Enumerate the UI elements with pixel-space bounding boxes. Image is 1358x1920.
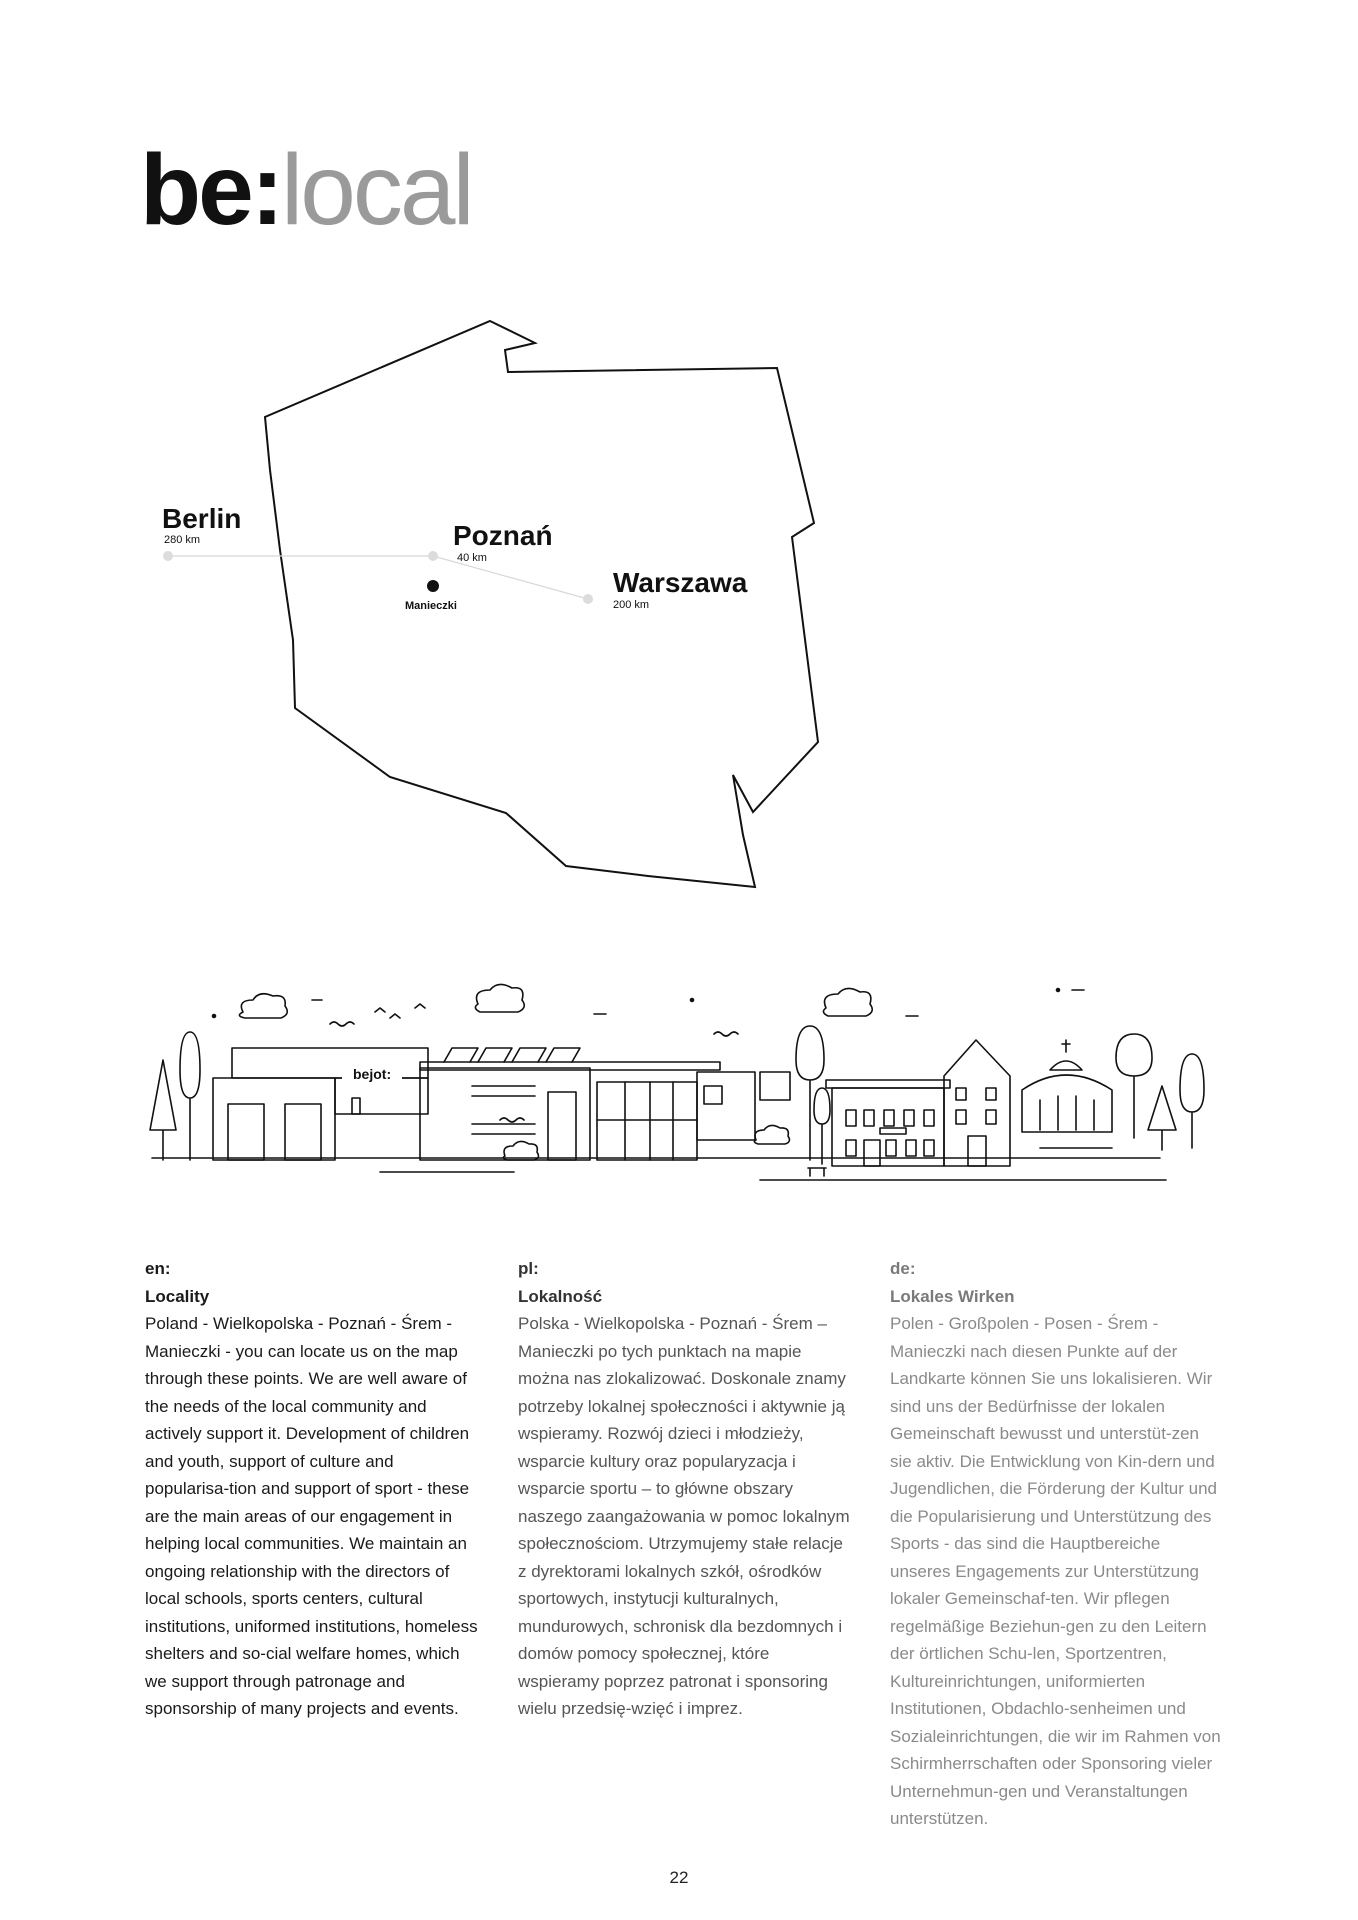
language-label-de: de:	[890, 1259, 916, 1278]
manieczki-marker	[427, 580, 439, 592]
wave-mark	[500, 1118, 524, 1122]
title-prefix: be:	[140, 134, 281, 246]
city-poznan-distance: 40 km	[457, 552, 487, 564]
manieczki-label: Manieczki	[405, 600, 457, 612]
language-label-en: en:	[145, 1259, 171, 1278]
wave-mark	[330, 1022, 354, 1026]
warehouse	[213, 1078, 335, 1160]
city-warszawa-name: Warszawa	[613, 567, 748, 598]
bird-icon	[375, 1004, 425, 1018]
company-sign-label: bejot:	[353, 1066, 392, 1082]
berlin-dot	[163, 551, 173, 561]
route-lines	[168, 556, 588, 599]
column-body-en: Poland - Wielkopolska - Poznań - Śrem - Manieczki - you can locate us on the map through these points. We are well aware of the needs of the local community and actively support it. Development of children and youth, support of culture and popularisa-tion and support of sport - these are the main areas of our engagement in helping local communities. We maintain an ongoing relationship with the directors of local schools, sports centers, cultural institutions, uniformed institutions, homeless shelters and so-cial welfare homes, which we support through patronage and sponsorship of many projects and events.	[145, 1314, 478, 1718]
column-heading-de: Lokales Wirken	[890, 1286, 1015, 1306]
city-warszawa-distance: 200 km	[613, 599, 650, 611]
cloud-icon	[239, 994, 287, 1018]
text-column-en	[145, 1255, 480, 1723]
city-berlin-distance: 280 km	[164, 534, 201, 546]
tree-icon	[814, 1088, 830, 1164]
cloud-icon	[823, 988, 872, 1016]
warszawa-dot	[583, 594, 593, 604]
title-suffix: local	[281, 134, 472, 246]
poznan-dot	[428, 551, 438, 561]
column-heading-en: Locality	[145, 1286, 210, 1306]
poland-outline	[265, 321, 818, 887]
poland-map	[0, 300, 1358, 910]
tree-icon	[150, 1060, 176, 1160]
cloud-icon	[475, 984, 524, 1012]
text-column-pl	[518, 1255, 853, 1723]
column-body-pl: Polska - Wielkopolska - Poznań - Śrem – Manieczki po tych punktach na mapie można nas zlokalizować. Doskonale znamy potrzeby lokalnej społeczności i aktywnie ją wspieramy. Rozwój dzieci i młodzieży, wsparcie kultury oraz popularyzacja i wsparcie sportu – to główne obszary naszego zaangażowania w pomoc lokalnym społecznościom. Utrzymujemy stałe relacje z dyrektorami lokalnych szkół, ośrodków sportowych, instytucji kulturalnych, mundurowych, schronisk dla bezdomnych i domów pomocy społecznej, które wspieramy poprzez patronat i sponsoring wielu przedsię-wzięć i imprez.	[518, 1314, 850, 1718]
glass-hall	[597, 1082, 697, 1160]
tree-icon	[796, 1026, 824, 1160]
tree-icon	[1116, 1034, 1152, 1138]
city-poznan-name: Poznań	[453, 520, 553, 551]
factory-building	[420, 1068, 590, 1160]
cloud-icon	[754, 1125, 789, 1144]
column-heading-pl: Lokalność	[518, 1286, 603, 1306]
city-berlin-name: Berlin	[162, 503, 242, 534]
page-title	[140, 134, 472, 246]
wave-mark	[714, 1032, 738, 1036]
solar-panels-icon	[444, 1048, 580, 1062]
tree-icon	[180, 1032, 200, 1160]
text-column-de	[890, 1255, 1225, 1833]
tree-icon	[1148, 1086, 1176, 1150]
gabled-house	[944, 1040, 1010, 1166]
bench-icon	[808, 1168, 826, 1176]
language-label-pl: pl:	[518, 1259, 539, 1278]
page-number: 22	[669, 1868, 689, 1887]
church-building	[1022, 1075, 1112, 1132]
town-illustration	[0, 970, 1358, 1190]
old-town-building	[832, 1088, 944, 1166]
column-body-de: Polen - Großpolen - Posen - Śrem - Manieczki nach diesen Punkte auf der Landkarte können Sie uns lokalisieren. Wir sind uns der Bedürfnisse der lokalen Gemeinschaft bewusst und unterstüt-zen sie aktiv. Die Entwicklung von Kin-dern und Jugendlichen, die Förderung der Kultur und die Popularisierung und Unterstützung des Sports - das sind die Hauptbereiche unseres Engagements zur Unterstützung lokaler Gemeinschaf-ten. Wir pflegen regelmäßige Beziehun-gen zu den Leitern der örtlichen Schu-len, Sportzentren, Kultureinrichtungen, uniformierten Institutionen, Obdachlo-senheimen und Sozialeinrichtungen, die wir im Rahmen von Schirmherrschaften oder Sponsoring vieler Unternehmun-gen und Veranstaltungen unterstützen.	[890, 1314, 1221, 1828]
tree-icon	[1180, 1054, 1204, 1148]
